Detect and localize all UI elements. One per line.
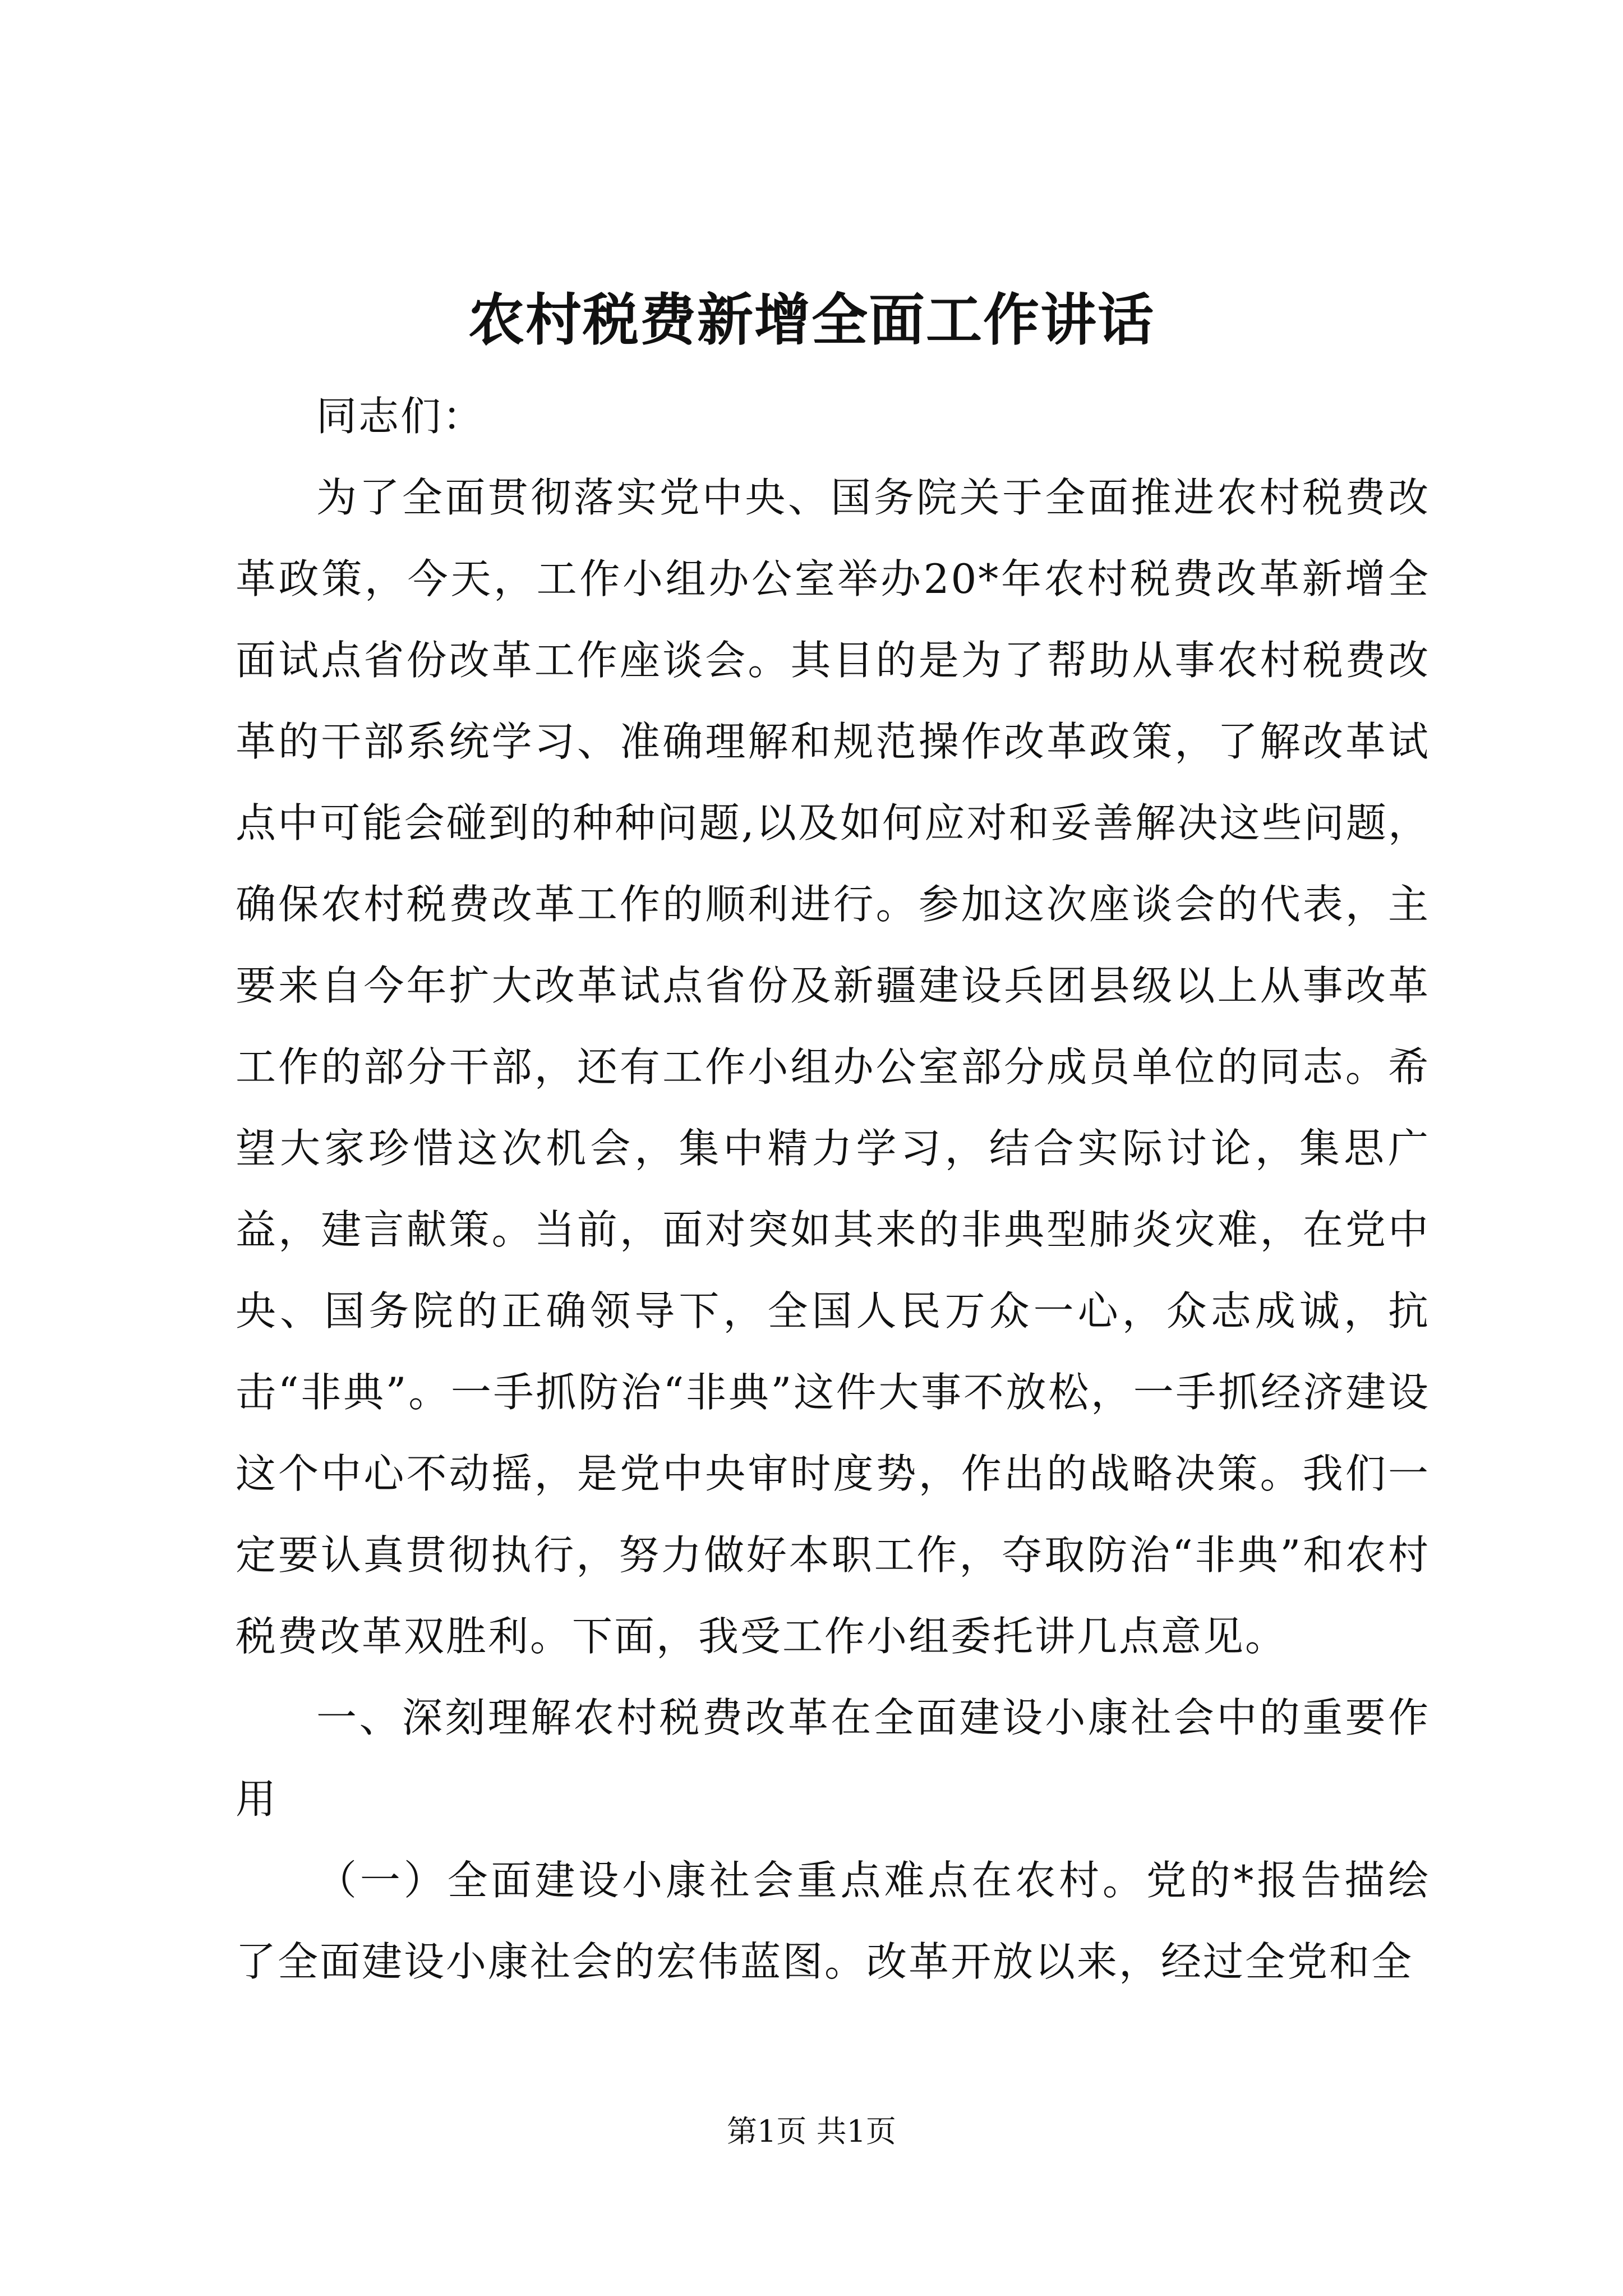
- page-footer: 第1页 共1页: [727, 2114, 896, 2149]
- intro-paragraph: 为了全面贯彻落实党中央、国务院关于全面推进农村税费改革政策，今天，工作小组办公室举办20*年农村税费改革新增全面试点省份改革工作座谈会。其目的是为了帮助从事农村税费改革的干部系统学习、准确理解和规范操作改革政策，了解改革试点中可能会碰到的种种问题,以及如何应对和妥善解决这些问题，确保农村税费改革工作的顺利进行。参加这次座谈会的代表，主要来自今年扩大改革试点省份及新疆建设兵团县级以上从事改革工作的部分干部，还有工作小组办公室部分成员单位的同志。希望大家珍惜这次机会，集中精力学习，结合实际讨论，集思广益，建言献策。当前，面对突如其来的非典型肺炎灾难，在党中央、国务院的正确领导下，全国人民万众一心，众志成诚，抗击“非典”。一手抓防治“非典”这件大事不放松，一手抓经济建设这个中心不动摇，是党中央审时度势，作出的战略决策。我们一定要认真贯彻执行，努力做好本职工作，夺取防治“非典”和农村税费改革双胜利。下面，我受工作小组委托讲几点意见。: [236, 474, 1430, 1660]
- salutation-paragraph: 同志们：: [316, 393, 485, 440]
- subsection-paragraph: （一）全面建设小康社会重点难点在农村。党的*报告描绘了全面建设小康社会的宏伟蓝图。改革开放以来，经过全党和全: [236, 1857, 1430, 1985]
- document-title: 农村税费新增全面工作讲话: [468, 287, 1155, 353]
- document-body: [236, 376, 1430, 2003]
- section-heading: 一、深刻理解农村税费改革在全面建设小康社会中的重要作用: [236, 1694, 1430, 1823]
